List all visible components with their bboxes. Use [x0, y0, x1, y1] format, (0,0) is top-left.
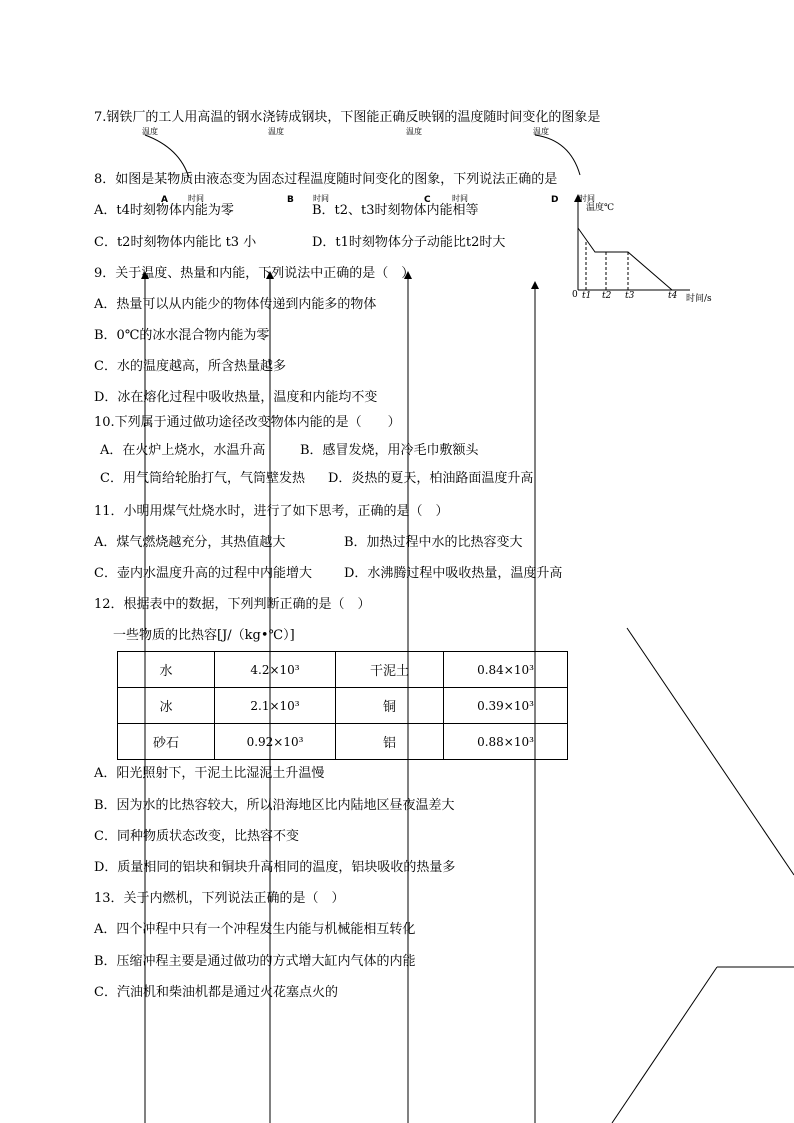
table-cell: 水 [118, 652, 215, 688]
q8-graph-y-label: 温度℃ [586, 203, 615, 213]
q13-text: 13．关于内燃机，下列说法正确的是（ ） [94, 891, 345, 906]
graph-b-letter: B [287, 195, 294, 205]
q12-option-c: C．同种物质状态改变，比热容不变 [94, 829, 299, 844]
table-cell: 砂石 [118, 724, 215, 760]
graph-d-letter: D [551, 195, 559, 205]
q12-text: 12．根据表中的数据，下列判断正确的是（ ） [94, 597, 371, 612]
q9-text: 9．关于温度、热量和内能，下列说法中正确的是（ ） [94, 266, 415, 281]
q9-option-d: D．冰在熔化过程中吸收热量，温度和内能均不变 [94, 390, 378, 405]
q9-option-b: B．0℃的冰水混合物内能为零 [94, 328, 270, 343]
table-cell: 铜 [336, 688, 444, 724]
q13-option-c: C．汽油机和柴油机都是通过火花塞点火的 [94, 985, 338, 1000]
graph-c-letter: C [424, 195, 431, 205]
q10-option-d: D．炎热的夏天，柏油路面温度升高 [328, 471, 534, 486]
q8-option-d: D．t1时刻物体分子动能比t2时大 [312, 235, 506, 250]
table-cell: 冰 [118, 688, 215, 724]
graph-a-x-label: 时间 [188, 194, 204, 203]
q8-option-b: B．t2、t3时刻物体内能相等 [312, 203, 479, 218]
graph-c-y-label: 温度 [406, 127, 422, 136]
graph-d-y-label: 温度 [533, 127, 549, 136]
graph-b-y-label: 温度 [268, 127, 284, 136]
graph-a-y-label: 温度 [142, 127, 158, 136]
q8-graph-tick-t1: t1 [582, 291, 592, 301]
q9-option-c: C．水的温度越高，所含热量越多 [94, 359, 286, 374]
q12-option-d: D．质量相同的铝块和铜块升高相同的温度，铝块吸收的热量多 [94, 860, 456, 875]
q10-option-c: C．用气筒给轮胎打气，气筒壁发热 [100, 471, 305, 486]
q8-option-a: A．t4时刻物体内能为零 [94, 203, 234, 218]
graph-d-x-label: 时间 [579, 194, 595, 203]
q8-graph-curve [578, 228, 672, 290]
table-cell: 铝 [336, 724, 444, 760]
table-cell: 0.92×10³ [215, 724, 336, 760]
table-cell: 0.84×10³ [444, 652, 568, 688]
q8-option-c: C．t2时刻物体内能比 t3 小 [94, 235, 257, 250]
graph-c-x-label: 时间 [452, 194, 468, 203]
q8-graph-tick-t3: t3 [625, 291, 635, 301]
graph-a-letter: A [161, 195, 168, 205]
q8-graph-tick-t4: t4 [668, 291, 678, 301]
q11-option-b: B．加热过程中水的比热容变大 [344, 535, 523, 550]
q11-option-d: D．水沸腾过程中吸收热量，温度升高 [344, 566, 563, 581]
table-caption: 一些物质的比热容[J/（kg•℃）] [113, 628, 295, 643]
table-cell: 2.1×10³ [215, 688, 336, 724]
q7-text: 7.钢铁厂的工人用高温的钢水浇铸成钢块，下图能正确反映钢的温度随时间变化的图象是 [94, 110, 601, 125]
q8-text: 8．如图是某物质由液态变为固态过程温度随时间变化的图象，下列说法正确的是 [94, 172, 558, 187]
q12-option-b: B．因为水的比热容较大，所以沿海地区比内陆地区昼夜温差大 [94, 798, 455, 813]
right-diagonal-line [627, 628, 794, 875]
table-cell: 0.39×10³ [444, 688, 568, 724]
table-cell: 0.88×10³ [444, 724, 568, 760]
q12-option-a: A．阳光照射下，干泥土比湿泥土升温慢 [94, 766, 325, 781]
q11-option-a: A．煤气燃烧越充分，其热值越大 [94, 535, 286, 550]
graph-a-curve [145, 135, 189, 178]
q10-option-b: B．感冒发烧，用冷毛巾敷额头 [300, 443, 479, 458]
q11-option-c: C．壶内水温度升高的过程中内能增大 [94, 566, 312, 581]
q8-graph-tick-t2: t2 [602, 291, 612, 301]
q13-option-a: A．四个冲程中只有一个冲程发生内能与机械能相互转化 [94, 922, 416, 937]
q10-text: 10.下列属于通过做功途径改变物体内能的是（ ） [94, 415, 401, 430]
right-bottom-diagonal-line [612, 967, 717, 1123]
q11-text: 11．小明用煤气灶烧水时，进行了如下思考，正确的是（ ） [94, 504, 449, 519]
graph-b-x-label: 时间 [313, 194, 329, 203]
table-cell: 干泥土 [336, 652, 444, 688]
q13-option-b: B．压缩冲程主要是通过做功的方式增大缸内气体的内能 [94, 954, 416, 969]
table-cell: 4.2×10³ [215, 652, 336, 688]
q8-graph-x-label: 时间/s [686, 294, 712, 304]
q9-option-a: A．热量可以从内能少的物体传递到内能多的物体 [94, 297, 377, 312]
q10-option-a: A．在火炉上烧水，水温升高 [100, 443, 266, 458]
q8-graph-origin: 0 [572, 290, 578, 300]
graph-d-curve [535, 135, 580, 175]
